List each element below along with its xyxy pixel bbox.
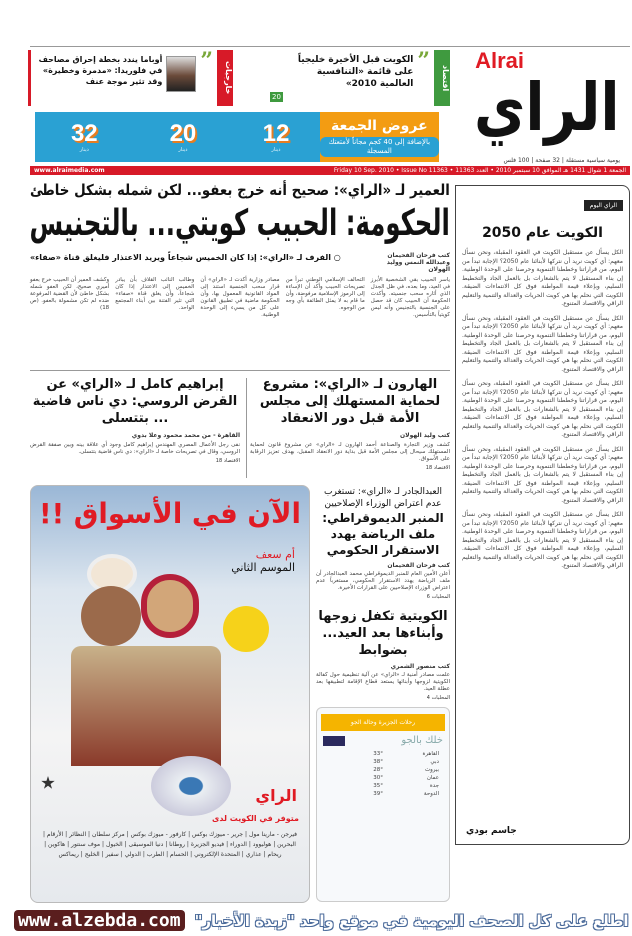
ad-available-label: متوفر في الكويت لدى [212, 814, 299, 823]
teaser-economy[interactable] [270, 50, 450, 106]
weather-city: بيروت [424, 767, 439, 773]
lead-column: وكشف العمير أن الحبيب خرج بعفو أميري صحيح، لكن العفو شمله بشكل خاطئ لأن القضية المرفوعة ضده لم تكن مشمولة بالعفو. (ص 18) [29, 277, 110, 311]
star-icon [41, 776, 55, 790]
divider [30, 370, 450, 371]
lead-headline-box[interactable] [30, 202, 450, 246]
banner-subtitle: بالإضافة إلى 40 كجم مجاناً لأمتعتك المسجلة [320, 137, 439, 157]
story-page-ref: الاقتصاد 18 [425, 465, 450, 471]
story-democratic-forum[interactable] [316, 486, 450, 600]
lead-byline: كتب فرحان الفحيمان وعبدالله النمس ووليد الهولان [386, 252, 450, 273]
lead-column: وطالب النائب القلاف بأن يبادر الخميس إلى الاعتذار إذا كان شجاعاً، وأن يغلق قناة «صفاء» التي تثير الفتنة بين أبناء المجتمع الواحد. [115, 277, 195, 311]
character-woman [141, 574, 199, 638]
opinion-body: الكل يسأل عن مستقبل الكويت في العقود المقبلة، ونحن نسأل معهم: أي كويت نريد أن نتركها لأبنائنا عام 2050؟ الإجابة تبدأ من اليوم، من قراراتنا وخططنا التنموية وحرصنا على الوحدة الوطنية. إن بناء المستقبل لا يتم بالشعارات بل بالعمل الجاد والتخطيط السليم، وبإعلاء قيمة المواطنة فوق كل الانتماءات الضيقة. الكويت التي نحلم بها هي كويت الحريات والعدالة والتنمية والتعليم الراقي والاقتصاد المتنوع. [462, 511, 624, 569]
lead-story [30, 252, 450, 319]
offer-title-box [320, 112, 439, 162]
opinion-tag: الراي اليوم [584, 200, 623, 211]
footer-url[interactable]: www.alzebda.com [14, 910, 185, 931]
opinion-column [455, 185, 630, 845]
offer-box [232, 112, 319, 162]
story-body: نفى رجل الأعمال المصري المهندس إبراهيم كامل وجود أي علاقة بينه وبين صفقة القرض الروسي، وقال في تصريحات خاصة لـ «الراي»: دي ناس فاضية بتتسلى. [30, 442, 240, 455]
story-headline: الكويتية تكفل زوجها وأبناءها بعد العيد... بضوابط [318, 609, 448, 658]
lead-column: التحالف الإسلامي الوطني تبرأ من تصريحات الحبيب وأكد أن الإساءة إلى الرموز الإسلامية مرفوضة، وأن ما قام به لا يمثل الطائفة بأي وجه من الوجوه. [285, 277, 365, 311]
lead-subhead: ○ الفرف لـ «الراي»: إذا كان الخميس شجاعاً ويريد الاعتذار فليغلق قناة «صفاء» [30, 253, 341, 262]
teaser-foreign[interactable] [28, 50, 233, 106]
offer-box [35, 112, 134, 162]
story-byline: القاهرة - من محمد محمود وعلا بدوي [131, 432, 240, 439]
story-page-ref: الاقتصاد 18 [215, 458, 240, 464]
offer-unit: دينار [79, 147, 89, 153]
weather-city: دبي [430, 759, 439, 765]
weather-city: الدوحة [423, 791, 439, 797]
weather-temp: 38° [373, 759, 383, 765]
story-body: أعلن الأمين العام للمنبر الديموقراطي محمد العبدالجادر أن ملف الرياضة يهدد الاستقرار الحكومي، مستغرباً عدم اعتراض الوزراء الإصلاحيين على القرارات الأخيرة. [316, 571, 450, 591]
weather-temp: 30° [373, 775, 383, 781]
teaser-text: أوباما يندد بخطة إحراق مصاحف في فلوريدا: «مدمرة وخطيرة» وقد تثير موجة عنف [38, 55, 163, 86]
top-rule [30, 46, 630, 47]
footer-promo: اطلع على كل الصحف اليومية في موقع واحد "زبدة الأخبار" [194, 911, 629, 930]
footer-banner[interactable] [0, 905, 632, 936]
date-strip [30, 166, 630, 175]
offer-price: 32 [70, 120, 98, 147]
ad-headline: الآن في الأسواق !! [39, 497, 301, 530]
story-kuwaiti-woman[interactable] [316, 608, 450, 701]
teaser-section: خارجيات [217, 50, 233, 106]
dateline: الجمعة 1 شوال 1431 هـ الموافق 10 سبتمبر 2010 • العدد 11363 • Friday 10 Sep. 2010 • Issue No 11363 [333, 167, 626, 174]
teaser-text: الكويت قبل الأخيرة خليجياً على قائمة «التنافسية العالمية 2010» [297, 55, 414, 89]
lead-kicker-box [30, 180, 450, 200]
logo-arabic: الراي [474, 69, 620, 146]
weather-temp: 35° [373, 783, 383, 789]
opinion-signature: جاسم بودي [466, 826, 517, 836]
offer-box [134, 112, 233, 162]
quote-icon: ” [417, 50, 430, 74]
story-page-ref: المحليات 6 [426, 594, 450, 600]
ad-weather[interactable] [316, 707, 450, 902]
weather-temp: 39° [373, 791, 383, 797]
weather-temp: 28° [373, 767, 383, 773]
weather-header: رحلات الجزيرة وحالة الجو [321, 714, 445, 731]
offer-price: 12 [262, 120, 290, 147]
story-headline: المنبر الديموقراطي: ملف الرياضة يهدد الاستقرار الحكومي [322, 511, 444, 557]
ad-headline-box [39, 494, 301, 534]
lead-column: مصادر وزارية أكدت لـ «الراي» أن قرار سحب الجنسية استند إلى المواد القانونية المعمول بها، وأن الحكومة ماضية في تطبيق القانون على كل من يسيء إلى الوحدة الوطنية. [200, 277, 280, 318]
story-body: علمت مصادر أمنية لـ «الراي» عن آلية تنظيمية حول كفالة الكويتية لزوجها وأبنائها يستعد قطاع الإقامة لتطبيقها بعد عطلة العيد. [316, 672, 450, 692]
weather-table [317, 750, 449, 798]
airline-logo [323, 736, 345, 746]
logo-latin: Alrai [475, 48, 524, 73]
lead-headline[interactable]: الحكومة: الحبيب كويتي... بالتجنيس [29, 203, 451, 244]
weather-city: القاهرة [422, 751, 439, 757]
story-byline: كتب فرحان الفحيمان [387, 562, 450, 569]
divider [246, 378, 247, 478]
footer-promo-box [195, 907, 629, 935]
opinion-body: الكل يسأل عن مستقبل الكويت في العقود المقبلة، ونحن نسأل معهم: أي كويت نريد أن نتركها لأبنائنا عام 2050؟ الإجابة تبدأ من اليوم، من قراراتنا وخططنا التنموية وحرصنا على الوحدة الوطنية. إن بناء المستقبل لا يتم بالشعارات بل بالعمل الجاد والتخطيط السليم، وبإعلاء قيمة المواطنة فوق كل الانتماءات الضيقة. الكويت التي نحلم بها هي كويت الحريات والعدالة والتنمية والتعليم الراقي والاقتصاد المتنوع. [462, 380, 624, 438]
story-byline: كتب وليد الهولان [400, 432, 450, 439]
banner-title: عروض الجمعة [331, 117, 428, 134]
story-byline: كتب منصور الشمري [390, 663, 450, 670]
ad-banner-jazeera[interactable] [35, 112, 439, 162]
weather-city: عمان [426, 775, 439, 781]
story-headline: إبراهيم كامل لـ «الراي» عن القرض الروسي: دي ناس فاضية ... بتتسلى [32, 377, 238, 426]
weather-temp: 33° [373, 751, 383, 757]
masthead-tagline: يومية سياسية مستقلة | 32 صفحة | 100 فلس [503, 157, 620, 164]
starburst-badge [223, 606, 269, 652]
story-haroun[interactable] [250, 376, 450, 471]
offer-price: 20 [169, 120, 197, 147]
ad-umm-saaf[interactable] [30, 485, 310, 903]
teaser-page: 20 [272, 93, 281, 101]
opinion-body: الكل يسأل عن مستقبل الكويت في العقود المقبلة، ونحن نسأل معهم: أي كويت نريد أن نتركها لأبنائنا عام 2050؟ الإجابة تبدأ من اليوم، من قراراتنا وخططنا التنموية وحرصنا على الوحدة الوطنية. إن بناء المستقبل لا يتم بالشعارات بل بالعمل الجاد والتخطيط السليم، وبإعلاء قيمة المواطنة فوق كل الانتماءات الضيقة. الكويت التي نحلم بها هي كويت الحريات والعدالة والتنمية والتعليم الراقي والاقتصاد المتنوع. [462, 314, 624, 373]
right-story-stack [316, 486, 450, 902]
character-man [81, 586, 141, 646]
logo-arabic-box [474, 70, 620, 146]
quote-icon: ” [200, 50, 213, 74]
weather-tagline: خلك بالجو [401, 735, 443, 746]
ad-brand: الراي [255, 786, 297, 805]
dvd-disc [151, 756, 231, 816]
lead-kicker: العمير لـ «الراي»: صحيح أنه خرج بعفو... لكن شمله بشكل خاطئ [30, 181, 450, 199]
opinion-body: الكل يسأل عن مستقبل الكويت في العقود المقبلة، ونحن نسأل معهم: أي كويت نريد أن نتركها لأبنائنا عام 2050؟ الإجابة تبدأ من اليوم، من قراراتنا وخططنا التنموية وحرصنا على الوحدة الوطنية. إن بناء المستقبل لا يتم بالشعارات بل بالعمل الجاد والتخطيط السليم، وبإعلاء قيمة المواطنة فوق كل الانتماءات الضيقة. الكويت التي نحلم بها هي كويت الحريات والعدالة والتنمية والتعليم الراقي والاقتصاد المتنوع. [462, 249, 624, 307]
story-page-ref: المحليات 4 [426, 695, 450, 701]
website-link[interactable]: www.alraimedia.com [34, 167, 105, 174]
offer-unit: دينار [271, 147, 281, 153]
characters-body [71, 646, 221, 766]
opinion-body: الكل يسأل عن مستقبل الكويت في العقود المقبلة، ونحن نسأل معهم: أي كويت نريد أن نتركها لأبنائنا عام 2050؟ الإجابة تبدأ من اليوم، من قراراتنا وخططنا التنموية وحرصنا على الوحدة الوطنية. إن بناء المستقبل لا يتم بالشعارات بل بالعمل الجاد والتخطيط السليم، وبإعلاء قيمة المواطنة فوق كل الانتماءات الضيقة. الكويت التي نحلم بها هي كويت الحريات والعدالة والتنمية والتعليم الراقي والاقتصاد المتنوع. [462, 445, 624, 504]
story-headline: الهارون لـ «الراي»: مشروع لحماية المستهلك إلى مجلس الأمة قبل دور الانعقاد [259, 377, 441, 426]
ad-season: الموسم الثاني [231, 561, 295, 574]
story-ibrahim-kamel[interactable] [30, 376, 240, 464]
story-kicker: العبدالجادر لـ «الراي»: تستغرب عدم اعتراض الوزراء الإصلاحيين [324, 487, 442, 509]
ad-show-title: أم سعف [255, 548, 295, 561]
story-body: كشف وزير التجارة والصناعة أحمد الهارون لـ «الراي» عن مشروع قانون لحماية المستهلك سيحال إلى مجلس الأمة قبل بداية دور الانعقاد المقبل، بهدف تعزيز الرقابة على الأسواق. [250, 442, 450, 462]
weather-city: جدة [429, 783, 439, 789]
offer-unit: دينار [178, 147, 188, 153]
lead-column: ياسر الحبيب بقي الشخصية الأبرز في العيد، وما بعده، في ظل الجدل الذي أثاره سحب جنسيته. وأكدت الحكومة أن الحبيب كان قد حصل على الجنسية بالتجنيس وأنه ليس كويتياً بالتأسيس. [370, 277, 450, 318]
teaser-section: اقتصاد [434, 50, 450, 106]
opinion-title[interactable]: الكويت عام 2050 [482, 225, 603, 241]
obama-photo [166, 56, 196, 92]
ad-store-list: فيرجن - مارينا مول | جرير - ميوزك بوكس | كارفور - ميوزك بوكس | مركز سلطان | النظائر | الأرقام | البحرين | هوليوود | الدوراء | فيديو الجزيرة | روطانا | دنيا الموسيقى | الخيول | موف سنتور | هاكوين | ريحام | عذاري | المتحدة الإلكتروني | الحسام | الطرب | الدولي | سفير | الخليج | ريماكس [42, 831, 298, 858]
masthead-logo[interactable] [474, 48, 624, 164]
